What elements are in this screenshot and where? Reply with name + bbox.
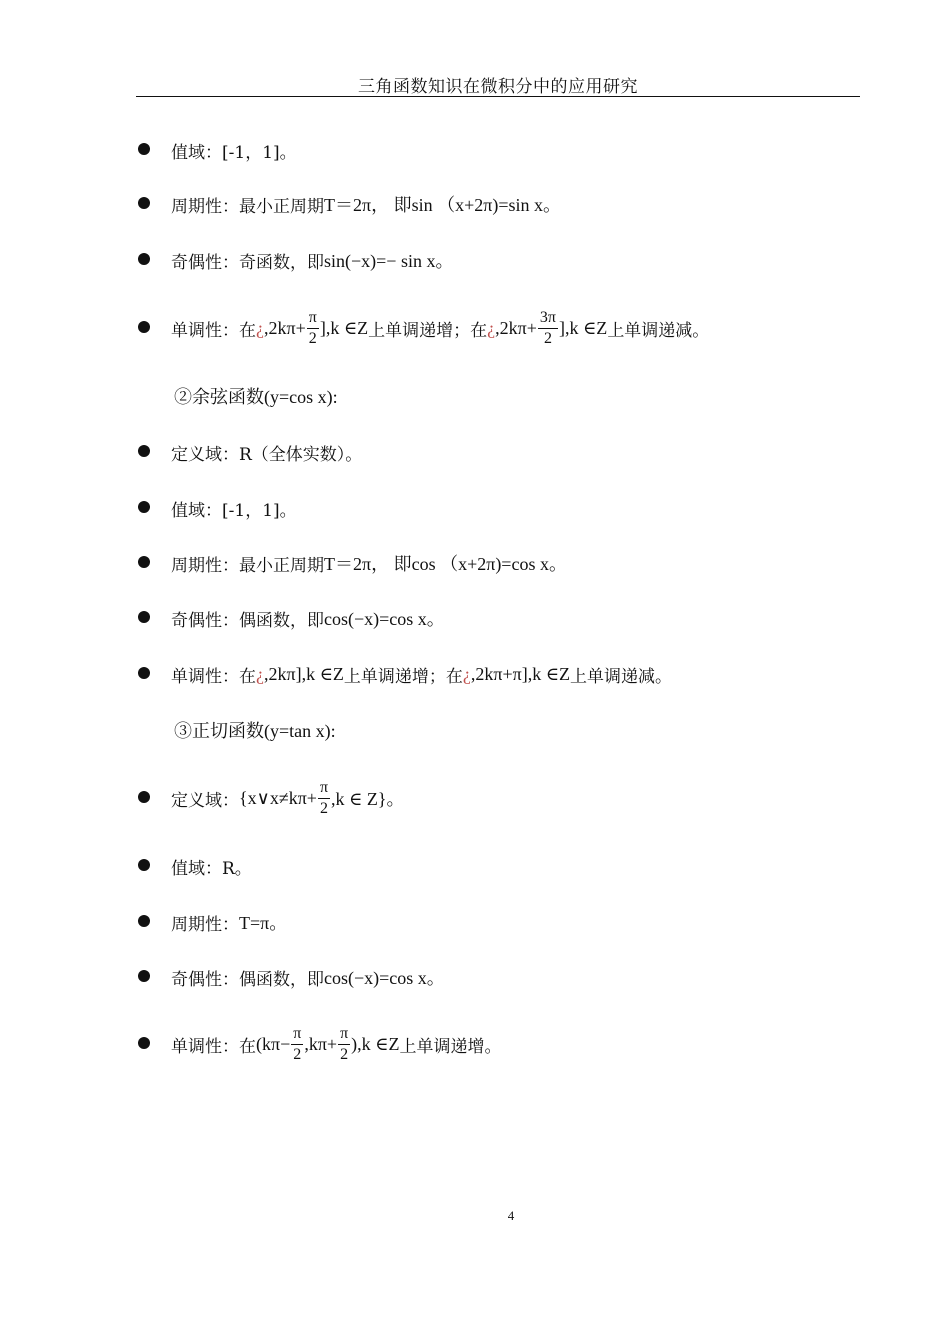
bullet-icon	[138, 253, 150, 265]
cosine-parity-label: 奇偶性：	[171, 610, 239, 631]
cosine-monotonic-in1: 在	[239, 666, 256, 687]
tangent-monotonic-item	[138, 1022, 501, 1066]
sine-monotonic-mid1: ,2kπ+	[264, 317, 306, 338]
sine-monotonic-in2: 在	[470, 320, 488, 341]
tangent-range-value: R。	[222, 858, 252, 879]
cosine-domain-label: 定义域：	[171, 444, 239, 465]
tangent-domain-post: ,k ∈ Z}。	[331, 789, 405, 809]
fraction-numerator: 3π	[538, 310, 558, 329]
tangent-period-formula: T=π。	[239, 913, 288, 933]
cosine-monotonic-item	[138, 654, 672, 694]
bullet-icon	[138, 197, 150, 209]
sine-range-label: 值域：	[171, 142, 222, 163]
cosine-period-label: 周期性：	[171, 555, 239, 576]
bullet-icon	[138, 667, 150, 679]
page-header-title: 三角函数知识在微积分中的应用研究	[358, 77, 638, 97]
fraction-denominator: 2	[543, 329, 552, 347]
bullet-icon	[138, 1037, 150, 1049]
tangent-range-item	[138, 846, 252, 886]
bullet-icon	[138, 915, 150, 927]
tangent-period-label: 周期性：	[171, 914, 239, 935]
tangent-range-label: 值域：	[171, 858, 222, 879]
bullet-icon	[138, 611, 150, 623]
sine-monotonic-odd2: ¿	[487, 317, 496, 338]
fraction-numerator: π	[318, 780, 330, 799]
sine-monotonic-label: 单调性：	[171, 320, 239, 341]
cosine-monotonic-mid1: ,2kπ],k ∈Z	[264, 663, 344, 684]
bullet-icon	[138, 501, 150, 513]
tangent-parity-text: 偶函数，即	[239, 969, 324, 990]
sine-monotonic-item	[138, 306, 709, 350]
tangent-section-heading	[174, 710, 336, 750]
sine-period-text: 最小正周期	[239, 196, 324, 217]
tangent-monotonic-increasing: 上单调递增。	[399, 1036, 502, 1057]
fraction-numerator: π	[307, 310, 319, 329]
bullet-icon	[138, 143, 150, 155]
sine-period-formula: T＝2π， 即sin （x+2π)=sin x。	[324, 195, 561, 215]
tangent-domain-label: 定义域：	[171, 790, 239, 811]
tangent-parity-formula: cos(−x)=cos x。	[324, 968, 445, 988]
cosine-section-heading	[174, 376, 338, 416]
tangent-period-item	[138, 902, 287, 942]
cosine-monotonic-mid2: ,2kπ+π],k ∈Z	[470, 663, 571, 684]
cosine-period-text: 最小正周期	[239, 555, 324, 576]
sine-monotonic-end1: ],k ∈Z	[319, 317, 369, 338]
bullet-icon	[138, 791, 150, 803]
tangent-monotonic-in: 在	[239, 1036, 256, 1057]
tangent-domain-pre: {x∨x≠kπ+	[239, 787, 317, 808]
cosine-range-label: 值域：	[171, 500, 222, 521]
sine-range-value: [-1，1]。	[222, 142, 297, 163]
cosine-monotonic-label: 单调性：	[171, 666, 239, 687]
bullet-icon	[138, 445, 150, 457]
sine-parity-item	[138, 240, 453, 280]
tangent-parity-label: 奇偶性：	[171, 969, 239, 990]
sine-range-item	[138, 130, 297, 170]
sine-monotonic-decreasing: 上单调递减。	[607, 320, 710, 341]
fraction-denominator: 2	[293, 1045, 302, 1063]
cosine-range-value: [-1，1]。	[222, 500, 297, 521]
tangent-domain-fraction	[318, 780, 330, 817]
cosine-monotonic-decreasing: 上单调递减。	[570, 666, 673, 687]
tangent-monotonic-fraction-1	[291, 1026, 303, 1063]
fraction-numerator: π	[338, 1026, 350, 1045]
tangent-parity-item	[138, 957, 445, 997]
sine-monotonic-increasing: 上单调递增；	[368, 320, 471, 341]
bullet-icon	[138, 556, 150, 568]
cosine-monotonic-odd1: ¿	[256, 663, 264, 684]
sine-monotonic-odd1: ¿	[256, 317, 264, 338]
sine-parity-text: 奇函数，即	[239, 252, 324, 273]
cosine-domain-value: R（全体实数）。	[239, 444, 363, 465]
tangent-domain-item	[138, 776, 404, 820]
sine-period-label: 周期性：	[171, 196, 239, 217]
cosine-monotonic-odd2: ¿	[462, 663, 471, 684]
sine-monotonic-fraction-1	[307, 310, 319, 347]
fraction-denominator: 2	[308, 329, 317, 347]
sine-monotonic-fraction-2	[538, 310, 558, 347]
cosine-period-formula: T＝2π， 即cos （x+2π)=cos x。	[324, 554, 567, 574]
cosine-parity-item	[138, 598, 445, 638]
tangent-monotonic-pre: (kπ−	[256, 1033, 291, 1054]
cosine-range-item	[138, 488, 297, 528]
sine-parity-formula: sin(−x)=− sin x。	[324, 251, 454, 271]
sine-parity-label: 奇偶性：	[171, 252, 239, 273]
page-number: 4	[507, 1208, 515, 1223]
cosine-domain-item	[138, 432, 362, 472]
cosine-parity-text: 偶函数，即	[239, 610, 324, 631]
header-rule	[136, 96, 860, 97]
bullet-icon	[138, 321, 150, 333]
bullet-icon	[138, 970, 150, 982]
cosine-monotonic-in2: 在	[445, 666, 463, 687]
sine-monotonic-in1: 在	[239, 320, 256, 341]
sine-monotonic-mid2: ,2kπ+	[495, 317, 537, 338]
cosine-heading-text: ②余弦函数(y=cos x):	[174, 387, 338, 407]
tangent-monotonic-end: ),k ∈Z	[351, 1033, 400, 1054]
cosine-period-item	[138, 543, 567, 583]
tangent-monotonic-mid: ,kπ+	[304, 1033, 338, 1054]
cosine-monotonic-increasing: 上单调递增；	[343, 666, 446, 687]
sine-monotonic-end2: ],k ∈Z	[558, 317, 608, 338]
cosine-parity-formula: cos(−x)=cos x。	[324, 609, 445, 629]
sine-period-item	[138, 184, 561, 224]
tangent-heading-text: ③正切函数(y=tan x):	[174, 721, 336, 741]
fraction-numerator: π	[291, 1026, 303, 1045]
bullet-icon	[138, 859, 150, 871]
tangent-monotonic-label: 单调性：	[171, 1036, 239, 1057]
tangent-monotonic-fraction-2	[338, 1026, 350, 1063]
fraction-denominator: 2	[340, 1045, 349, 1063]
fraction-denominator: 2	[319, 799, 328, 817]
